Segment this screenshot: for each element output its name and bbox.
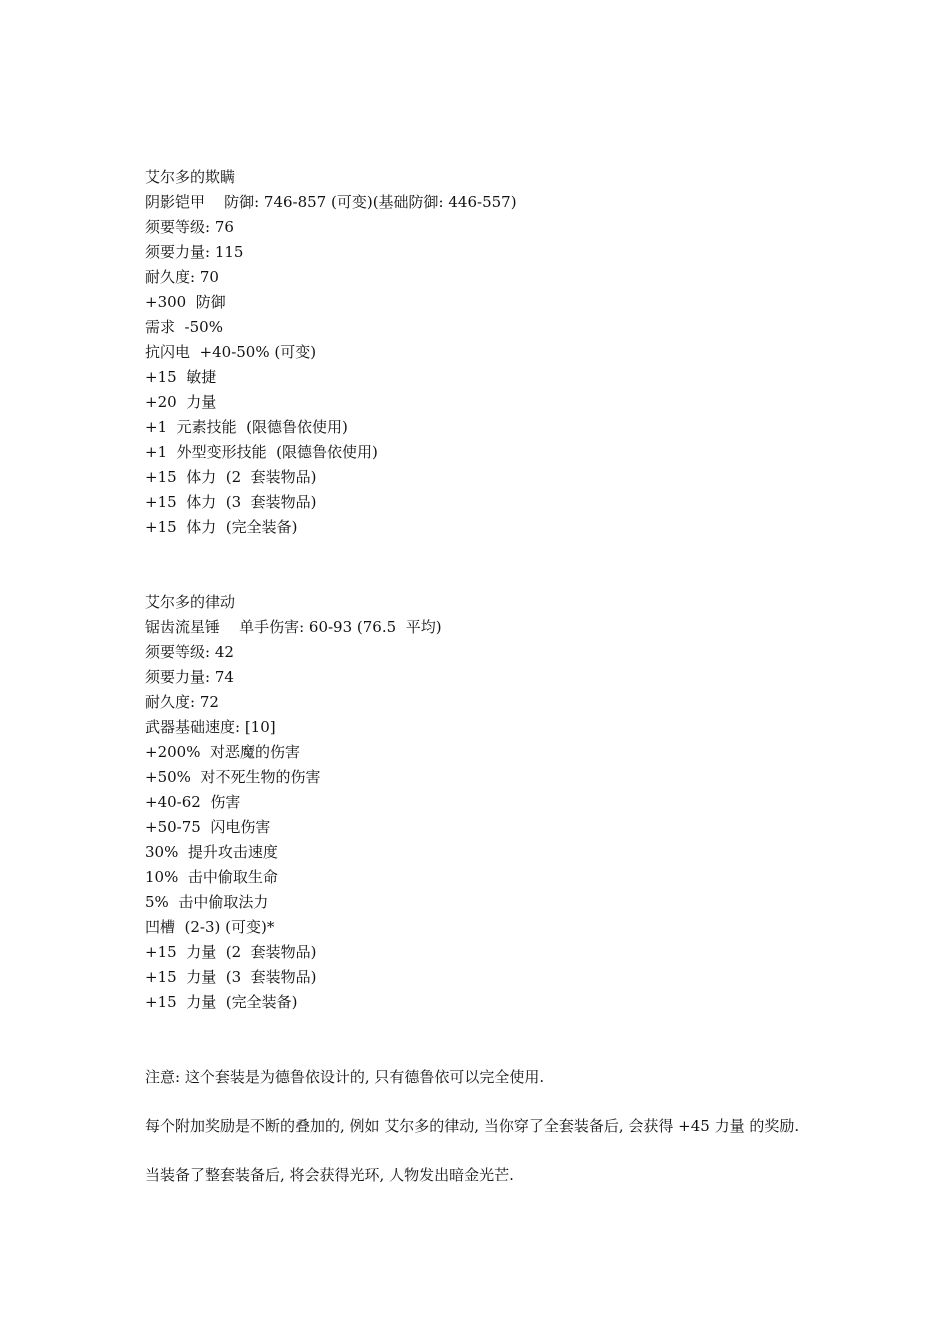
item-stat-line: 凹槽 (2-3) (可变)* bbox=[145, 918, 275, 936]
item-stat-line: 抗闪电 +40-50% (可变) bbox=[145, 343, 317, 361]
note-section bbox=[145, 1065, 815, 1090]
item-stat-line: +300 防御 bbox=[145, 293, 226, 311]
item-title: 艾尔多的欺瞒 bbox=[145, 168, 236, 186]
item-stat-line: 10% 击中偷取生命 bbox=[145, 868, 278, 886]
item-stat-line: +15 力量 (2 套装物品) bbox=[145, 943, 317, 961]
item-stat-line: +200% 对恶魔的伤害 bbox=[145, 743, 300, 761]
note-full-set-aura: 当装备了整套装备后, 将会获得光环, 人物发出暗金光芒. bbox=[145, 1166, 514, 1184]
spacer bbox=[145, 1015, 815, 1065]
item-stat-line: +15 体力 (3 套装物品) bbox=[145, 493, 317, 511]
note-bonus-stacking: 每个附加奖励是不断的叠加的, 例如 艾尔多的律动, 当你穿了全套装备后, 会获得 +45 力量 的奖励. bbox=[145, 1117, 800, 1135]
set-item-2 bbox=[145, 590, 815, 1015]
item-stat-line: 30% 提升攻击速度 bbox=[145, 843, 278, 861]
item-stat-line: +20 力量 bbox=[145, 393, 217, 411]
item-stat-line: 须要等级: 42 bbox=[145, 643, 234, 661]
item-stat-line: 锯齿流星锤 单手伤害: 60-93 (76.5 平均) bbox=[145, 618, 442, 636]
set-item-1 bbox=[145, 165, 815, 540]
item-stat-line: +50% 对不死生物的伤害 bbox=[145, 768, 321, 786]
item-stat-line: +15 敏捷 bbox=[145, 368, 217, 386]
item-stat-line: 武器基础速度: [10] bbox=[145, 718, 276, 736]
item-stat-line: 耐久度: 72 bbox=[145, 693, 219, 711]
item-stat-line: +15 体力 (2 套装物品) bbox=[145, 468, 317, 486]
item-stat-line: 须要力量: 115 bbox=[145, 243, 244, 261]
item-stat-line: +15 力量 (完全装备) bbox=[145, 993, 298, 1011]
note-section bbox=[145, 1163, 815, 1188]
item-stat-line: 需求 -50% bbox=[145, 318, 223, 336]
item-stat-line: 须要等级: 76 bbox=[145, 218, 234, 236]
note-druid-only: 注意: 这个套装是为德鲁依设计的, 只有德鲁依可以完全使用. bbox=[145, 1068, 545, 1086]
item-stat-line: 须要力量: 74 bbox=[145, 668, 234, 686]
item-stat-line: +15 力量 (3 套装物品) bbox=[145, 968, 317, 986]
document-body bbox=[145, 165, 815, 1212]
item-stat-line: 阴影铠甲 防御: 746-857 (可变)(基础防御: 446-557) bbox=[145, 193, 517, 211]
item-stat-line: +50-75 闪电伤害 bbox=[145, 818, 271, 836]
spacer bbox=[145, 540, 815, 590]
item-stat-line: 耐久度: 70 bbox=[145, 268, 219, 286]
note-section bbox=[145, 1114, 815, 1139]
item-stat-line: +40-62 伤害 bbox=[145, 793, 241, 811]
item-stat-line: 5% 击中偷取法力 bbox=[145, 893, 269, 911]
item-stat-line: +1 元素技能 (限德鲁依使用) bbox=[145, 418, 348, 436]
item-stat-line: +1 外型变形技能 (限德鲁依使用) bbox=[145, 443, 378, 461]
item-stat-line: +15 体力 (完全装备) bbox=[145, 518, 298, 536]
item-title: 艾尔多的律动 bbox=[145, 593, 236, 611]
